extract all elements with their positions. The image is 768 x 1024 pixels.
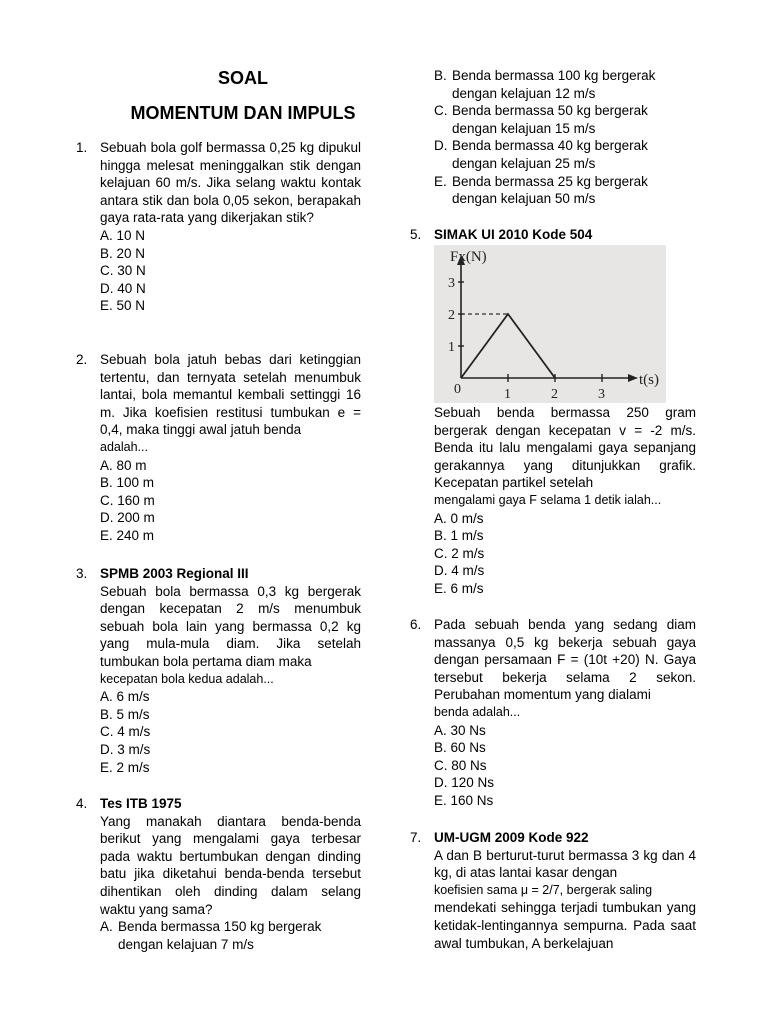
question-number: 1. [76,140,88,155]
question-text: Yang manakah diantara benda-benda berikut yang mengalami gaya terbesar pada waktu bertumbukan dengan dinding batu jika diketahui benda-benda tersebut dihentikan oleh dinding dalam selang waktu yang sama? [100,813,361,917]
option-c: C. 2 m/s [434,545,485,561]
question-text-mid: koefisien sama μ = 2/7, bergerak saling [434,882,653,897]
question-2 [76,351,361,545]
y-tick-label: 2 [448,308,455,323]
question-text-end: mengalami gaya F selama 1 detik ialah... [434,492,662,507]
option-b [434,67,696,85]
option-b: B. 1 m/s [434,528,484,544]
option-a: A. 10 N [100,227,146,243]
question-text-end: benda adalah... [434,704,521,719]
question-text-end: mendekati sehingga terjadi tumbukan yang ketidak-lentingannya sempurna. Pada saat awal tumbukan, A berkelajuan [434,900,696,951]
force-time-graph [434,245,666,403]
question-7 [410,829,696,952]
option-text: Benda bermassa 150 kg bergerak [118,919,322,935]
option-text: Benda bermassa 100 kg bergerak [452,68,656,83]
question-source: Tes ITB 1975 [100,796,182,811]
question-text: A dan B berturut-turut bermassa 3 kg dan 4 kg, di atas lantai kasar dengan [434,847,696,881]
y-tick-label: 1 [448,340,455,355]
option-a: A. 0 m/s [434,510,484,526]
option-a-cont: dengan kelajuan 7 m/s [118,936,254,952]
question-number: 6. [410,617,422,632]
option-d: D. 40 N [100,280,146,296]
title-soal: SOAL [217,68,268,88]
option-b: B. 5 m/s [100,706,150,722]
option-e: E. 2 m/s [100,759,150,775]
question-text-end: adalah... [100,439,148,454]
question-5-header [410,226,696,244]
option-d-cont: dengan kelajuan 25 m/s [452,155,596,171]
question-3 [76,565,361,776]
option-letter: B. [434,68,447,83]
option-d: D. 200 m [100,510,155,526]
option-c: C. 30 N [100,263,146,279]
question-text: Sebuah benda bermassa 250 gram bergerak dengan kecepatan v = -2 m/s. Benda itu lalu mengalami gaya sepanjang gerakannya yang ditunjukkan grafik. Kecepatan partikel setelah [434,405,696,491]
option-letter: E. [434,173,447,189]
x-tick-label: 1 [504,387,511,402]
option-b: B. 20 N [100,245,146,261]
question-text: Sebuah bola jatuh bebas dari ketinggian tertentu, dan ternyata setelah menumbuk lantai, bola memantul kembali settinggi 16 m. Jika koefisien restitusi tumbukan e = 0,4, maka tinggi awal jatuh benda [100,352,361,438]
origin-label: 0 [454,382,461,397]
option-a [100,918,361,936]
question-number: 4. [76,796,88,811]
question-text: Pada sebuah benda yang sedang diam massanya 0,5 kg bekerja sebuah gaya dengan persamaan F = (10t +20) N. Gaya tersebut bekerja selama 2 sekon. Perubahan momentum yang dialami [434,617,696,703]
question-source: SPMB 2003 Regional III [100,566,249,581]
question-text-end: kecepatan bola kedua adalah... [100,671,274,686]
x-axis-label: t(s) [639,372,659,388]
question-source: SIMAK UI 2010 Kode 504 [434,227,593,242]
option-c: C. 160 m [100,492,155,508]
option-d [434,137,696,155]
option-e [434,173,696,191]
question-4-continued [434,67,696,208]
option-letter: C. [434,103,448,119]
question-number: 7. [410,830,422,845]
option-a: A. 80 m [100,457,147,473]
option-text: Benda bermassa 25 kg bergerak [452,173,648,189]
option-letter: D. [434,138,448,154]
option-e: E. 240 m [100,527,155,543]
option-e: E. 160 Ns [434,792,494,808]
question-6 [410,616,696,810]
option-c: C. 4 m/s [100,724,151,740]
option-text: Benda bermassa 50 kg bergerak [452,103,648,119]
option-c [434,102,696,120]
question-number: 2. [76,352,88,367]
question-1 [76,139,361,315]
y-tick-label: 3 [448,276,455,291]
option-e-cont: dengan kelajuan 50 m/s [452,191,596,207]
option-c: C. 80 Ns [434,757,487,773]
title-topic: MOMENTUM DAN IMPULS [130,103,356,123]
option-c-cont: dengan kelajuan 15 m/s [452,120,596,136]
question-number: 3. [76,566,88,581]
y-axis-label: Fx(N) [450,249,487,265]
option-d: D. 4 m/s [434,563,485,579]
option-a: A. 30 Ns [434,722,486,738]
question-source: UM-UGM 2009 Kode 922 [434,830,589,845]
question-5 [410,404,696,598]
option-d: D. 3 m/s [100,741,151,757]
question-4 [76,795,361,953]
option-b: B. 100 m [100,475,155,491]
option-d: D. 120 Ns [434,775,495,791]
question-text: Sebuah bola bermassa 0,3 kg bergerak dengan kecepatan 2 m/s menumbuk sebuah bola lain yang bermassa 0,2 kg yang mula-mula diam. Jika setelah tumbukan bola pertama diam maka [100,583,361,669]
option-e: E. 50 N [100,298,146,314]
option-letter: A. [100,919,113,935]
option-text: Benda bermassa 40 kg bergerak [452,138,648,154]
option-a: A. 6 m/s [100,689,150,705]
option-e: E. 6 m/s [434,580,484,596]
option-b-cont: dengan kelajuan 12 m/s [452,85,596,101]
x-tick-label: 2 [551,387,558,402]
option-b: B. 60 Ns [434,740,486,756]
x-tick-label: 3 [598,387,605,402]
question-number: 5. [410,227,422,242]
question-text: Sebuah bola golf bermassa 0,25 kg dipukul hingga melesat meninggalkan stik dengan kelajuan 60 m/s. Jika selang waktu kontak antara stik dan bola 0,05 sekon, berapakah gaya rata-rata yang dikerjakan stik? [100,140,361,226]
